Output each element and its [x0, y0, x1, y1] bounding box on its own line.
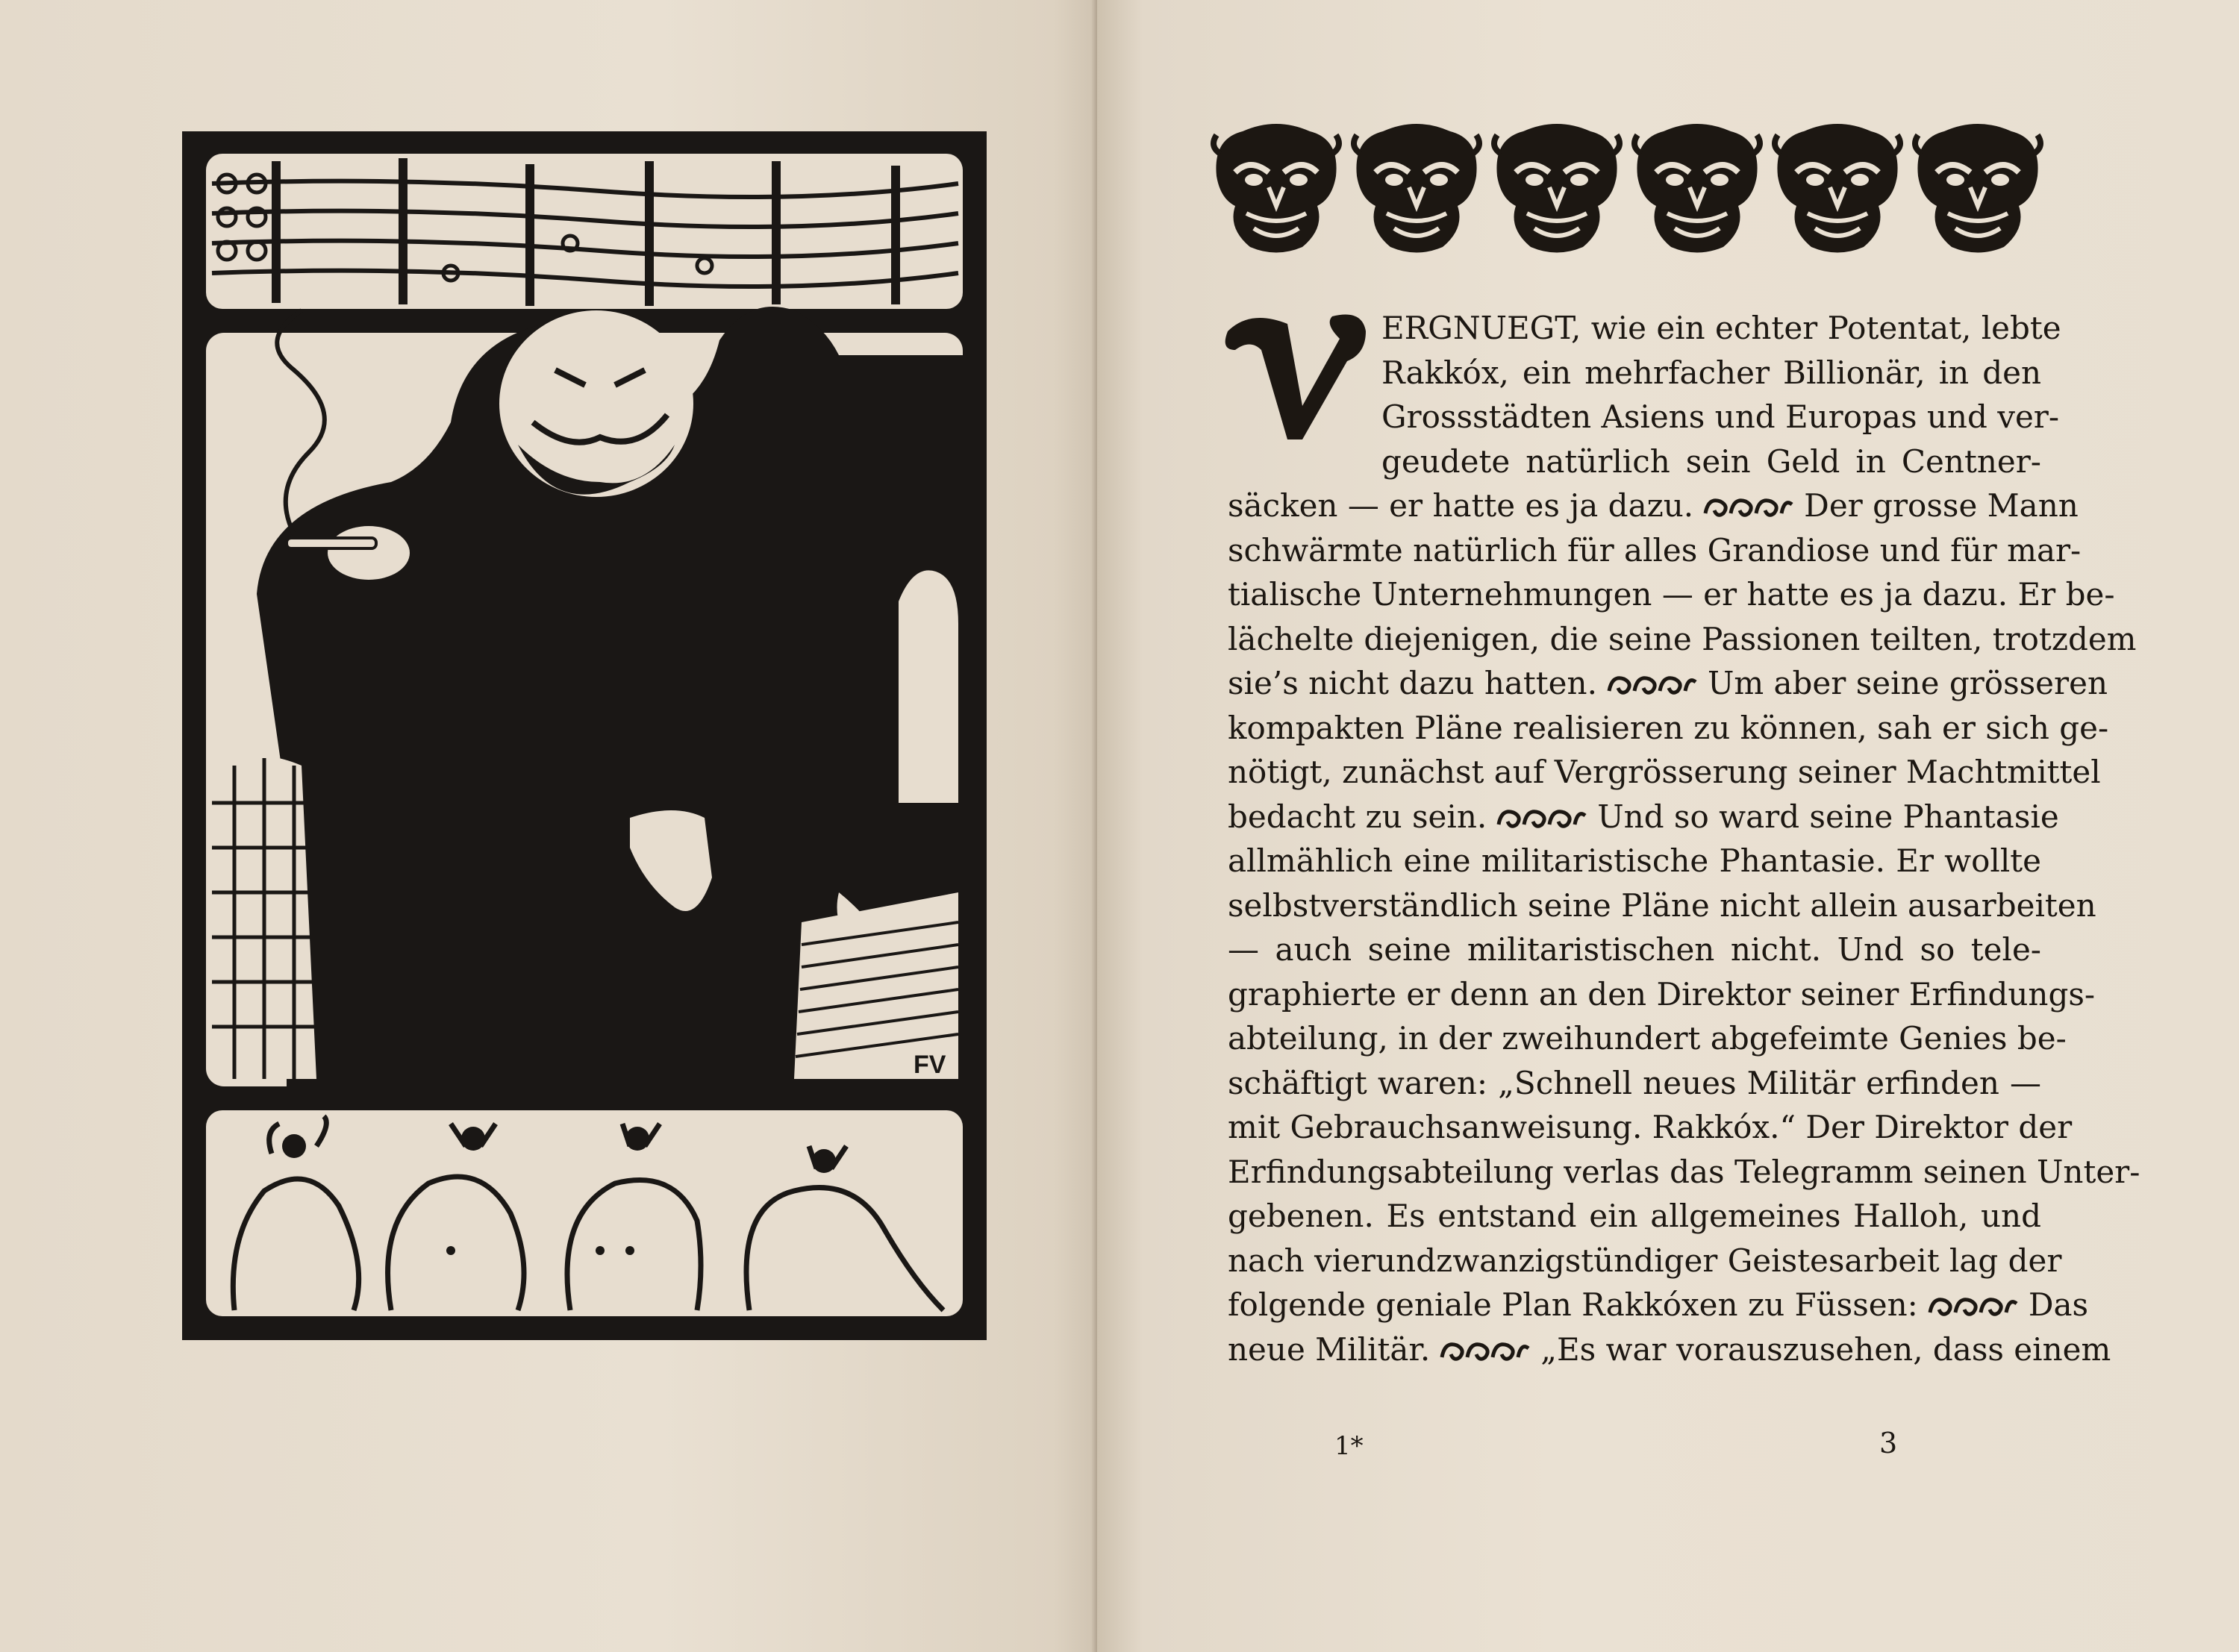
text-line: schwärmte natürlich für alles Grandiose und für mar- [1228, 531, 2082, 569]
section-ornament-icon [1926, 1290, 2021, 1320]
text-segment: Das [2028, 1286, 2089, 1323]
woodcut-drawing [182, 131, 987, 1340]
text-line: graphierte er denn an den Direktor seiner Erfindungs- [1228, 975, 2096, 1013]
text-segment: sie’s nicht dazu hatten. [1228, 665, 1597, 701]
text-line: — auch seine militaristischen nicht. Und so tele- [1228, 931, 2041, 968]
text-line: kompakten Pläne realisieren zu können, sah er sich ge- [1228, 709, 2109, 746]
section-ornament-icon [1605, 669, 1700, 698]
text-segment: folgende geniale Plan Rakkóxen zu Füssen: [1228, 1286, 1918, 1323]
drop-cap [1220, 309, 1370, 442]
text-line: Erfindungsabteilung verlas das Telegramm seinen Unter- [1228, 1153, 2140, 1190]
artist-monogram: FV [914, 1051, 946, 1079]
section-ornament-icon [1701, 491, 1796, 521]
text-segment: Der grosse Mann [1804, 487, 2079, 524]
drop-cap-v-icon [1220, 309, 1370, 442]
woodcut-illustration [182, 131, 987, 1340]
text-line: ERGNUEGT, wie ein echter Potentat, lebte [1381, 310, 2061, 346]
text-line: Rakkóx, ein mehrfacher Billionär, in den [1381, 354, 2041, 391]
section-ornament-icon [1494, 802, 1590, 832]
section-ornament-icon [1437, 1335, 1533, 1365]
text-line [1228, 661, 2108, 706]
text-line: lächelte diejenigen, die seine Passionen teilten, trotzdem [1228, 620, 2137, 657]
text-segment: bedacht zu sein. [1228, 798, 1487, 835]
text-line: Grossstädten Asiens und Europas und ver- [1381, 398, 2060, 435]
text-line: selbstverständlich seine Pläne nicht allein ausarbeiten [1228, 886, 2096, 924]
body-text [1228, 306, 2140, 1371]
header-ornament-band [1205, 116, 2049, 255]
text-line: geudete natürlich sein Geld in Centner- [1381, 442, 2041, 480]
masks-ornament-icon [1205, 116, 2049, 255]
left-page [0, 0, 1097, 1652]
text-line [1228, 795, 2059, 839]
text-line: gebenen. Es entstand ein allgemeines Halloh, und [1228, 1198, 2041, 1234]
text-segment: Und so ward seine Phantasie [1597, 798, 2059, 835]
text-segment: Um aber seine grösseren [1707, 665, 2108, 701]
text-line: allmählich eine militaristische Phantasie. Er wollte [1228, 842, 2041, 879]
text-line: schäftigt waren: „Schnell neues Militär erfinden — [1228, 1064, 2041, 1101]
text-line [1228, 484, 2079, 528]
text-line [1228, 1327, 2111, 1372]
signature-mark: 1* [1334, 1431, 1364, 1461]
page-number: 3 [1879, 1427, 1898, 1459]
text-line: abteilung, in der zweihundert abgefeimte Genies be- [1228, 1020, 2067, 1057]
text-segment: säcken — er hatte es ja dazu. [1228, 487, 1694, 524]
text-segment: „Es war vorauszusehen, dass einem [1540, 1330, 2111, 1368]
text-line: mit Gebrauchsanweisung. Rakkóx.“ Der Direktor der [1228, 1109, 2073, 1145]
text-line: nach vierundzwanzigstündiger Geistesarbeit lag der [1228, 1242, 2062, 1279]
text-segment: neue Militär. [1228, 1330, 1431, 1368]
text-line: nötigt, zunächst auf Vergrösserung seiner Machtmittel [1228, 754, 2101, 790]
text-line [1228, 1283, 2089, 1327]
text-line: tialische Unternehmungen — er hatte es ja dazu. Er be- [1228, 576, 2115, 613]
